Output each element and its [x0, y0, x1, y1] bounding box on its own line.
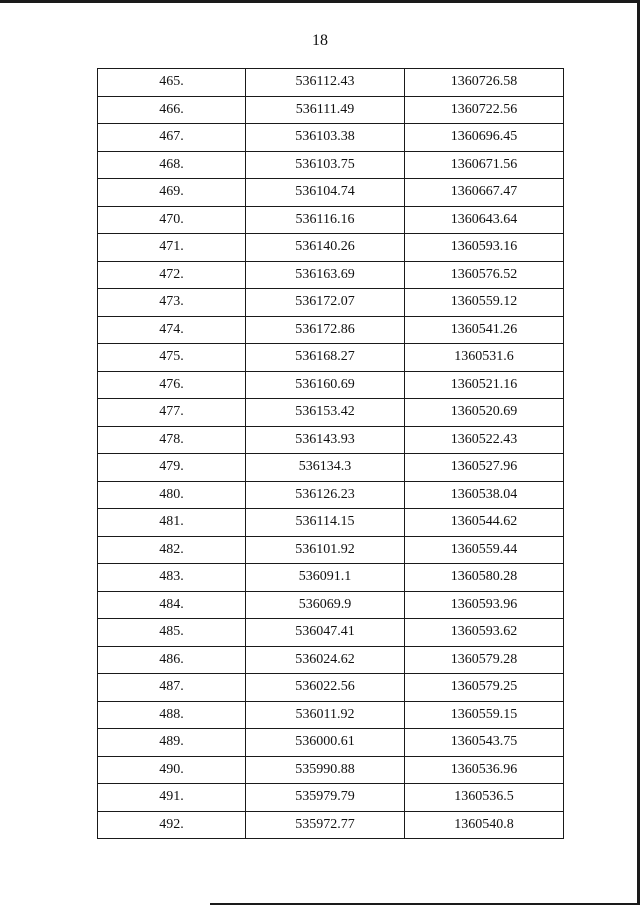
point-number-cell: 491.	[98, 784, 246, 812]
x-coordinate-cell: 536069.9	[246, 591, 405, 619]
point-number-cell: 474.	[98, 316, 246, 344]
x-coordinate-cell: 536112.43	[246, 69, 405, 97]
x-coordinate-cell: 536172.07	[246, 289, 405, 317]
point-number-cell: 485.	[98, 619, 246, 647]
y-coordinate-cell: 1360531.6	[405, 344, 564, 372]
y-coordinate-cell: 1360544.62	[405, 509, 564, 537]
x-coordinate-cell: 536126.23	[246, 481, 405, 509]
point-number-cell: 482.	[98, 536, 246, 564]
point-number-cell: 467.	[98, 124, 246, 152]
coordinates-table	[97, 68, 564, 839]
point-number-cell: 465.	[98, 69, 246, 97]
table-row	[98, 344, 564, 372]
table-row	[98, 399, 564, 427]
y-coordinate-cell: 1360536.5	[405, 784, 564, 812]
x-coordinate-cell: 536153.42	[246, 399, 405, 427]
table-row	[98, 729, 564, 757]
y-coordinate-cell: 1360722.56	[405, 96, 564, 124]
point-number-cell: 484.	[98, 591, 246, 619]
table-row	[98, 591, 564, 619]
table-row	[98, 701, 564, 729]
point-number-cell: 488.	[98, 701, 246, 729]
x-coordinate-cell: 536163.69	[246, 261, 405, 289]
table-row	[98, 96, 564, 124]
y-coordinate-cell: 1360579.25	[405, 674, 564, 702]
page-number: 18	[312, 32, 328, 49]
point-number-cell: 479.	[98, 454, 246, 482]
table-row	[98, 316, 564, 344]
x-coordinate-cell: 536091.1	[246, 564, 405, 592]
point-number-cell: 471.	[98, 234, 246, 262]
y-coordinate-cell: 1360541.26	[405, 316, 564, 344]
y-coordinate-cell: 1360521.16	[405, 371, 564, 399]
x-coordinate-cell: 535979.79	[246, 784, 405, 812]
y-coordinate-cell: 1360576.52	[405, 261, 564, 289]
table-row	[98, 289, 564, 317]
x-coordinate-cell: 536000.61	[246, 729, 405, 757]
point-number-cell: 480.	[98, 481, 246, 509]
point-number-cell: 469.	[98, 179, 246, 207]
table-row	[98, 536, 564, 564]
x-coordinate-cell: 536111.49	[246, 96, 405, 124]
table-row	[98, 756, 564, 784]
x-coordinate-cell: 536160.69	[246, 371, 405, 399]
table-row	[98, 151, 564, 179]
table-row	[98, 454, 564, 482]
x-coordinate-cell: 536011.92	[246, 701, 405, 729]
table-row	[98, 124, 564, 152]
point-number-cell: 483.	[98, 564, 246, 592]
x-coordinate-cell: 536022.56	[246, 674, 405, 702]
y-coordinate-cell: 1360579.28	[405, 646, 564, 674]
point-number-cell: 466.	[98, 96, 246, 124]
point-number-cell: 475.	[98, 344, 246, 372]
x-coordinate-cell: 536047.41	[246, 619, 405, 647]
point-number-cell: 470.	[98, 206, 246, 234]
x-coordinate-cell: 536172.86	[246, 316, 405, 344]
x-coordinate-cell: 536024.62	[246, 646, 405, 674]
x-coordinate-cell: 535972.77	[246, 811, 405, 839]
point-number-cell: 476.	[98, 371, 246, 399]
y-coordinate-cell: 1360536.96	[405, 756, 564, 784]
table-row	[98, 646, 564, 674]
point-number-cell: 478.	[98, 426, 246, 454]
point-number-cell: 492.	[98, 811, 246, 839]
y-coordinate-cell: 1360593.16	[405, 234, 564, 262]
coordinates-table-body	[98, 69, 564, 839]
table-row	[98, 674, 564, 702]
table-row	[98, 261, 564, 289]
x-coordinate-cell: 536103.38	[246, 124, 405, 152]
table-row	[98, 206, 564, 234]
y-coordinate-cell: 1360543.75	[405, 729, 564, 757]
point-number-cell: 472.	[98, 261, 246, 289]
y-coordinate-cell: 1360580.28	[405, 564, 564, 592]
y-coordinate-cell: 1360726.58	[405, 69, 564, 97]
y-coordinate-cell: 1360520.69	[405, 399, 564, 427]
x-coordinate-cell: 536134.3	[246, 454, 405, 482]
y-coordinate-cell: 1360671.56	[405, 151, 564, 179]
table-row	[98, 811, 564, 839]
table-row	[98, 509, 564, 537]
x-coordinate-cell: 536116.16	[246, 206, 405, 234]
y-coordinate-cell: 1360559.44	[405, 536, 564, 564]
table-row	[98, 784, 564, 812]
point-number-cell: 486.	[98, 646, 246, 674]
x-coordinate-cell: 536140.26	[246, 234, 405, 262]
y-coordinate-cell: 1360559.15	[405, 701, 564, 729]
table-row	[98, 619, 564, 647]
point-number-cell: 490.	[98, 756, 246, 784]
y-coordinate-cell: 1360522.43	[405, 426, 564, 454]
x-coordinate-cell: 535990.88	[246, 756, 405, 784]
table-row	[98, 426, 564, 454]
point-number-cell: 468.	[98, 151, 246, 179]
point-number-cell: 481.	[98, 509, 246, 537]
x-coordinate-cell: 536114.15	[246, 509, 405, 537]
table-row	[98, 564, 564, 592]
y-coordinate-cell: 1360527.96	[405, 454, 564, 482]
table-row	[98, 234, 564, 262]
y-coordinate-cell: 1360667.47	[405, 179, 564, 207]
x-coordinate-cell: 536168.27	[246, 344, 405, 372]
x-coordinate-cell: 536101.92	[246, 536, 405, 564]
point-number-cell: 489.	[98, 729, 246, 757]
y-coordinate-cell: 1360559.12	[405, 289, 564, 317]
y-coordinate-cell: 1360643.64	[405, 206, 564, 234]
y-coordinate-cell: 1360696.45	[405, 124, 564, 152]
point-number-cell: 477.	[98, 399, 246, 427]
x-coordinate-cell: 536104.74	[246, 179, 405, 207]
y-coordinate-cell: 1360593.62	[405, 619, 564, 647]
point-number-cell: 487.	[98, 674, 246, 702]
table-row	[98, 69, 564, 97]
x-coordinate-cell: 536103.75	[246, 151, 405, 179]
table-row	[98, 179, 564, 207]
y-coordinate-cell: 1360593.96	[405, 591, 564, 619]
page-border-top	[0, 0, 640, 3]
table-row	[98, 481, 564, 509]
x-coordinate-cell: 536143.93	[246, 426, 405, 454]
y-coordinate-cell: 1360538.04	[405, 481, 564, 509]
table-row	[98, 371, 564, 399]
point-number-cell: 473.	[98, 289, 246, 317]
y-coordinate-cell: 1360540.8	[405, 811, 564, 839]
